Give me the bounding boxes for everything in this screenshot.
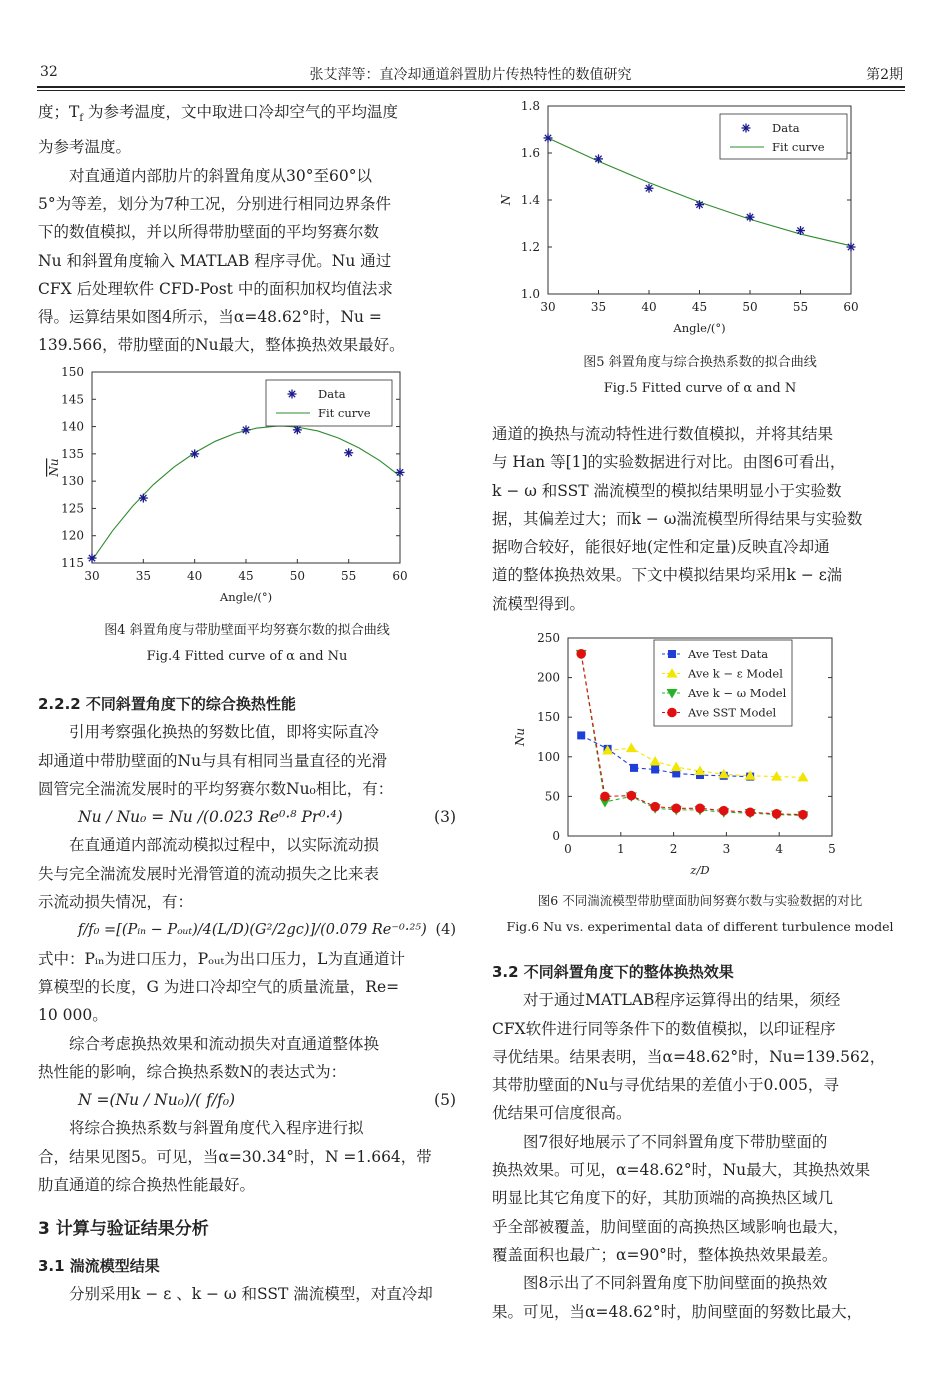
- legend-label: Ave k − ω Model: [688, 686, 787, 700]
- data-point: [671, 762, 682, 772]
- left-column: [38, 98, 456, 360]
- y-tick-label: 145: [61, 392, 84, 407]
- x-tick-label: 5: [828, 842, 836, 856]
- y-tick-label: 1.4: [520, 193, 540, 207]
- x-tick-label: 30: [540, 300, 556, 314]
- x-tick-label: 60: [392, 569, 408, 583]
- legend-label: Ave Test Data: [688, 647, 769, 661]
- y-tick-label: 1.0: [520, 287, 540, 301]
- x-axis-label: Angle/(°): [673, 321, 726, 335]
- figure-6-caption: 图6 不同湍流模型带肋壁面肋间努赛尔数与实验数据的对比 Fig.6 Nu vs. experimental data of different turbulence model: [506, 893, 894, 934]
- issue-label: 第2期: [866, 67, 903, 83]
- y-tick-label: 115: [61, 556, 84, 570]
- y-tick-label: 1.6: [520, 146, 540, 160]
- left-column-lower: [38, 690, 456, 1308]
- equation-3: Nu / Nu₀ = Nu /(0.023 Re⁰·⁸ Pr⁰·⁴) (3): [78, 808, 456, 827]
- data-point: [847, 243, 856, 252]
- data-point: [190, 449, 199, 458]
- data-point: [627, 791, 637, 801]
- paragraph-r3: 图7很好地展示了不同斜置角度下带肋壁面的 换热效果。可见，α=48.62°时，Nu最大，其换热效果 明显比其它角度下的好，其肋顶端的高换热区域几 乎全部被覆盖，肋间壁面的高换热区域影响也最大， 覆盖面积也最广；α=90°时，整体换热效果最差。: [492, 1132, 871, 1264]
- data-point: [396, 468, 405, 477]
- right-column-upper: [492, 420, 908, 618]
- legend-marker: [668, 650, 676, 658]
- data-point: [695, 803, 705, 813]
- page-number: 32: [40, 64, 58, 80]
- x-tick-label: 55: [792, 300, 809, 314]
- series-line-1: [608, 748, 803, 777]
- y-tick-label: 125: [61, 501, 84, 516]
- figure-5-caption: 图5 斜置角度与综合换热系数的拟合曲线 Fig.5 Fitted curve of α and N: [583, 355, 817, 396]
- data-point: [344, 448, 353, 457]
- x-tick-label: 4: [775, 842, 784, 856]
- y-axis-label: Nu: [47, 458, 61, 477]
- legend-marker: [288, 390, 297, 399]
- data-point: [630, 764, 638, 772]
- section-heading-2-2-2: 2.2.2 不同斜置角度下的综合换热性能: [38, 695, 296, 713]
- data-point: [695, 200, 704, 209]
- x-tick-label: 60: [843, 300, 859, 314]
- x-axis-label: z/D: [690, 863, 710, 877]
- x-tick-label: 1: [616, 842, 625, 856]
- figure-4-chart: [40, 360, 460, 618]
- x-tick-label: 45: [238, 569, 254, 583]
- x-tick-label: 0: [564, 842, 572, 856]
- paragraph: 度；$T_f$ 为参考温度，文中取进口冷却空气的平均温度: [38, 103, 398, 125]
- figure-6-chart: [510, 628, 860, 886]
- paragraph-4: 在直通道内部流动模拟过程中，以实际流动损 失与完全湍流发展时光滑管道的流动损失之比来表 示流动损失情况，有：: [38, 836, 380, 912]
- section-heading-3-1: 3.1 湍流模型结果: [38, 1256, 160, 1275]
- paragraph: 为参考温度。: [38, 138, 132, 157]
- y-tick-label: 130: [61, 474, 84, 489]
- series-line-1: [92, 426, 400, 560]
- data-point: [600, 792, 610, 802]
- section-heading-3: 3 计算与验证结果分析: [38, 1219, 209, 1240]
- data-point: [745, 807, 755, 817]
- data-point: [139, 494, 148, 503]
- data-point: [797, 772, 808, 782]
- x-tick-label: 30: [84, 569, 100, 583]
- paragraph-r4: 图8示出了不同斜置角度下肋间壁面的换热效 果。可见，当α=48.62°时，肋间壁面的努数比最大，: [492, 1274, 863, 1321]
- data-point: [651, 765, 659, 773]
- data-point: [798, 810, 808, 820]
- data-point: [771, 771, 782, 781]
- legend-label: Ave k − ε Model: [688, 666, 783, 681]
- equation-4: f/f₀ =[(Pᵢₙ − Pₒᵤₜ)/4(L/D)(G²/2gc)]/(0.079 Re⁻⁰·²⁵) (4): [78, 922, 456, 939]
- x-tick-label: 40: [187, 569, 203, 583]
- data-point: [626, 743, 637, 753]
- y-tick-label: 100: [537, 749, 560, 764]
- y-tick-label: 1.2: [520, 240, 540, 254]
- x-tick-label: 40: [641, 300, 657, 314]
- paragraph-7: 将综合换热系数与斜置角度代入程序进行拟 合，结果见图5。可见，当α=30.34°时，N =1.664，带 肋直通道的综合换热性能最好。: [38, 1119, 432, 1195]
- y-axis-label: N: [499, 194, 513, 206]
- y-tick-label: 50: [544, 789, 560, 804]
- paragraph-5: 式中：Pᵢₙ为进口压力，Pₒᵤₜ为出口压力，L为直通道计 算模型的长度，G 为进口冷却空气的质量流量，Re= 10 000。: [38, 949, 405, 1025]
- section-heading-3-2: 3.2 不同斜置角度下的整体换热效果: [492, 963, 734, 981]
- y-tick-label: 150: [61, 365, 84, 379]
- data-point: [242, 425, 251, 434]
- x-tick-label: 45: [691, 300, 708, 314]
- x-axis-label: Angle/(°): [219, 590, 273, 604]
- x-tick-label: 35: [590, 300, 607, 314]
- legend-label: Fit curve: [772, 140, 825, 154]
- y-tick-label: 150: [537, 710, 560, 725]
- data-point: [650, 802, 660, 812]
- series-line-0: [581, 735, 750, 776]
- header-rule-thin: [37, 90, 905, 91]
- y-tick-label: 0: [552, 829, 560, 843]
- x-tick-label: 50: [289, 569, 305, 583]
- data-point: [671, 803, 681, 813]
- y-tick-label: 135: [61, 446, 84, 461]
- x-tick-label: 50: [742, 300, 758, 314]
- equation-5: N =(Nu / Nu₀)/( f/f₀) (5): [78, 1091, 456, 1110]
- data-point: [576, 649, 586, 659]
- legend-marker: [667, 708, 677, 718]
- x-tick-label: 55: [341, 569, 357, 583]
- data-point: [719, 806, 729, 816]
- paragraph-2: 对直通道内部肋片的斜置角度从30°至60°以 5°为等差，划分为7种工况，分别进行相同边界条件 下的数值模拟，并以所得带肋壁面的平均努赛尔数 Nu 和斜置角度输入 MATLAB 程序寻优。Nu 通过 CFX 后处理软件 CFD-Post 中的面积加权均值法求 得。运算结果如图4所示，当α=48.62°时，Nu = 139.566，带肋壁面的Nu最大，整体换热效果最好。: [38, 166, 405, 355]
- y-tick-label: 1.8: [520, 99, 540, 113]
- paragraph-3: 引用考察强化换热的努数比值，即将实际直冷 却通道中带肋壁面的Nu与具有相同当量直径的光滑 圆管完全湍流发展时的平均努赛尔数Nu₀相比，有：: [38, 723, 394, 798]
- data-point: [544, 133, 553, 142]
- y-tick-label: 200: [537, 670, 560, 685]
- data-point: [577, 731, 585, 739]
- figure-4-caption: 图4 斜置角度与带肋壁面平均努赛尔数的拟合曲线 Fig.4 Fitted curve of α and Nu: [104, 623, 390, 664]
- data-point: [650, 756, 661, 766]
- y-tick-label: 250: [537, 631, 560, 645]
- x-tick-label: 3: [722, 842, 731, 856]
- paragraph-r2: 对于通过MATLAB程序运算得出的结果，须经 CFX软件进行同等条件下的数值模拟，以印证程序 寻优结果。结果表明，当α=48.62°时，Nu=139.562， 其带肋壁面的Nu与寻优结果的差值小于0.005，寻 优结果可信度很高。: [492, 991, 886, 1123]
- x-tick-label: 2: [669, 842, 678, 856]
- data-point: [772, 809, 782, 819]
- data-point: [645, 184, 654, 193]
- legend-label: Data: [772, 121, 800, 135]
- legend-label: Fit curve: [318, 406, 371, 420]
- paragraph-6: 综合考虑换热效果和流动损失对直通道整体换 热性能的影响，综合换热系数N的表达式为：: [38, 1034, 380, 1081]
- y-axis-label: Nu: [513, 727, 527, 747]
- legend-label: Ave SST Model: [688, 705, 777, 720]
- legend-label: Data: [318, 387, 346, 401]
- y-tick-label: 140: [61, 419, 84, 434]
- x-tick-label: 35: [135, 569, 151, 583]
- figure-5-chart: [494, 96, 914, 346]
- running-title: 张艾萍等：直冷却通道斜置肋片传热特性的数值研究: [309, 67, 632, 83]
- header-rule: [37, 86, 905, 88]
- paragraph-r1: 通道的换热与流动特性进行数值模拟，并将其结果 与 Han 等[1]的实验数据进行对比。由图6可看出， k − ω 和SST 湍流模型的模拟结果明显小于实验数 据，其偏差过大；而k − ω湍流模型所得结果与实验数 据吻合较好，能很好地(定性和定量)反映直冷却通 道的整体换热效果。下文中模拟结果均采用k − ε湍 流模型得到。: [492, 425, 863, 613]
- paragraph-8: 分别采用k − ε 、k − ω 和SST 湍流模型，对直冷却: [69, 1284, 433, 1303]
- y-tick-label: 120: [61, 528, 84, 543]
- right-column-lower: [492, 958, 908, 1326]
